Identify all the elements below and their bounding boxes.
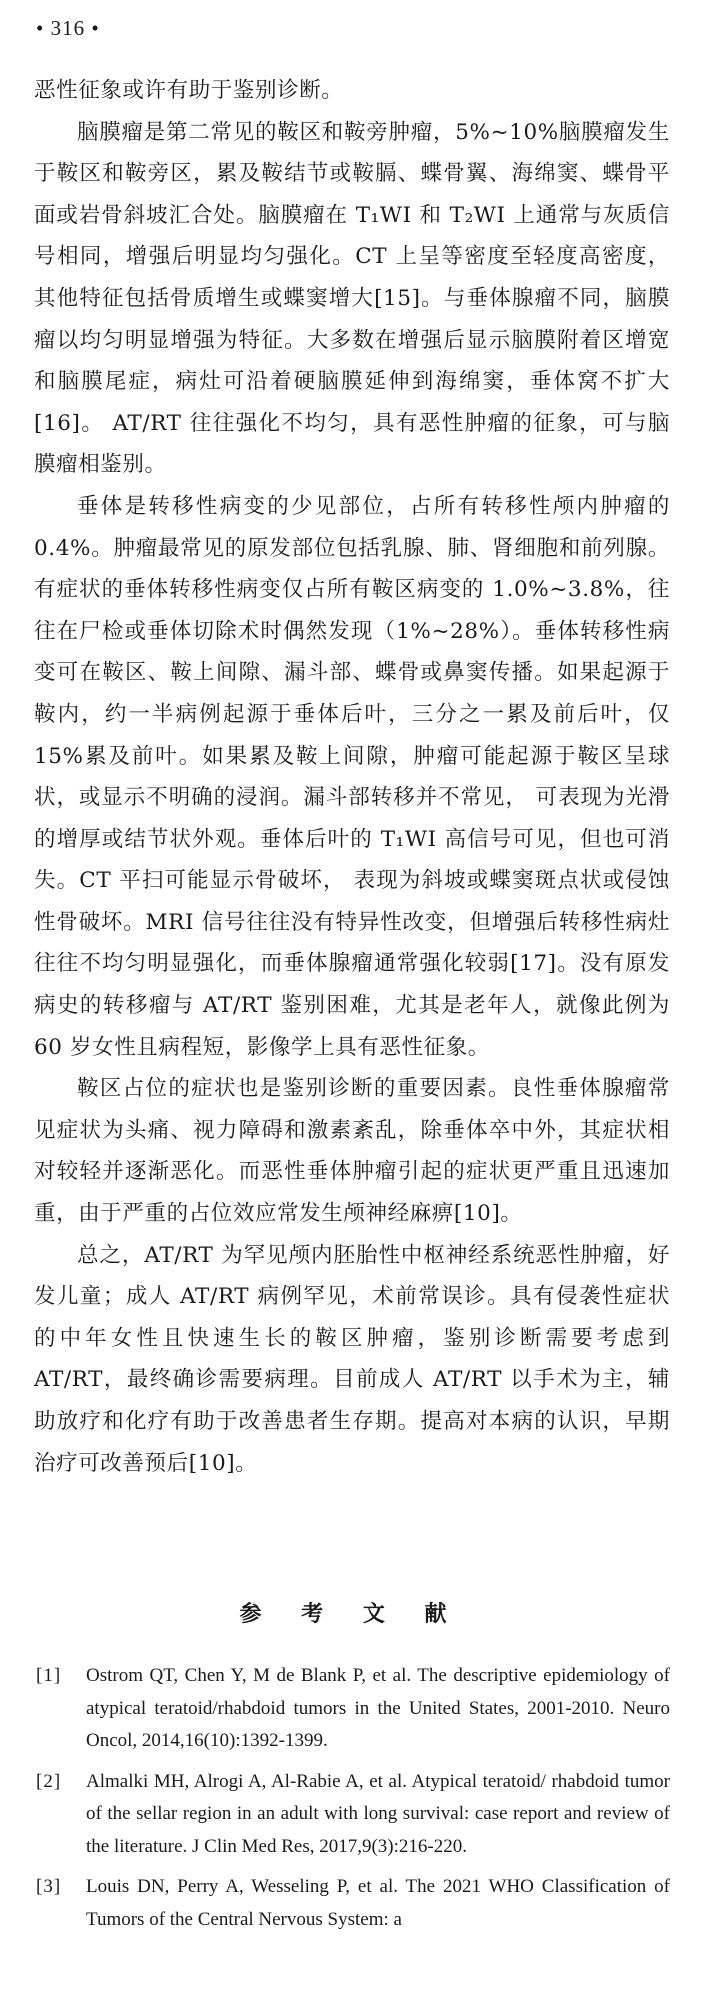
reference-item	[36, 1660, 670, 1758]
reference-text: Louis DN, Perry A, Wesseling P, et al. The 2021 WHO Classification of Tumors of the Central Nervous System: a	[86, 1876, 670, 1930]
reference-number: [3]	[36, 1876, 62, 1897]
page-number: • 316 •	[36, 16, 100, 40]
paragraph: 垂体是转移性病变的少见部位，占所有转移性颅内肿瘤的 0.4%。肿瘤最常见的原发部位包括乳腺、肺、肾细胞和前列腺。有症状的垂体转移性病变仅占所有鞍区病变的 1.0%~3.8%，往往在尸检或垂体切除术时偶然发现（1%~28%）。垂体转移性病变可在鞍区、鞍上间隙、漏斗部、蝶骨或鼻窦传播。如果起源于鞍内，约一半病例起源于垂体后叶，三分之一累及前后叶，仅 15%累及前叶。如果累及鞍上间隙，肿瘤可能起源于鞍区呈球状，或显示不明确的浸润。漏斗部转移并不常见， 可表现为光滑的增厚或结节状外观。垂体后叶的 T₁WI 高信号可见，但也可消失。CT 平扫可能显示骨破坏， 表现为斜坡或蝶窦斑点状或侵蚀性骨破坏。MRI 信号往往没有特异性改变，但增强后转移性病灶往往不均匀明显强化，而垂体腺瘤通常强化较弱[17]。没有原发病史的转移瘤与 AT/RT 鉴别困难，尤其是老年人，就像此例为 60 岁女性且病程短，影像学上具有恶性征象。	[34, 493, 670, 1060]
reference-text: Almalki MH, Alrogi A, Al-Rabie A, et al. Atypical teratoid/ rhabdoid tumor of the sellar region in an adult with long survival: case report and review of the literature. J Clin Med Res, 2017,9(3):216-220.	[86, 1770, 670, 1857]
paragraph: 总之，AT/RT 为罕见颅内胚胎性中枢神经系统恶性肿瘤，好发儿童；成人 AT/RT 病例罕见，术前常误诊。具有侵袭性症状的中年女性且快速生长的鞍区肿瘤，鉴别诊断需要考虑到 AT/RT，最终确诊需要病理。目前成人 AT/RT 以手术为主，辅助放疗和化疗有助于改善患者生存期。提高对本病的认识，早期治疗可改善预后[10]。	[34, 1242, 670, 1476]
reference-number: [1]	[36, 1665, 62, 1686]
reference-item	[36, 1871, 670, 1936]
references-list	[36, 1660, 670, 1944]
body-text	[34, 70, 670, 1484]
paragraph: 恶性征象或许有助于鉴别诊断。	[34, 78, 344, 103]
references-heading: 参 考 文 献	[239, 1602, 463, 1627]
paragraph: 脑膜瘤是第二常见的鞍区和鞍旁肿瘤，5%~10%脑膜瘤发生于鞍区和鞍旁区，累及鞍结节或鞍膈、蝶骨翼、海绵窦、蝶骨平面或岩骨斜坡汇合处。脑膜瘤在 T₁WI 和 T₂WI 上通常与灰质信号相同，增强后明显均匀强化。CT 上呈等密度至轻度高密度，其他特征包括骨质增生或蝶窦增大[15]。与垂体腺瘤不同，脑膜瘤以均匀明显增强为特征。大多数在增强后显示脑膜附着区增宽和脑膜尾症，病灶可沿着硬脑膜延伸到海绵窦，垂体窝不扩大[16]。 AT/RT 往往强化不均匀，具有恶性肿瘤的征象，可与脑膜瘤相鉴别。	[34, 119, 670, 478]
reference-number: [2]	[36, 1770, 62, 1792]
reference-item	[36, 1766, 670, 1864]
paragraph: 鞍区占位的症状也是鉴别诊断的重要因素。良性垂体腺瘤常见症状为头痛、视力障碍和激素紊乱，除垂体卒中外，其症状相对较轻并逐渐恶化。而恶性垂体肿瘤引起的症状更严重且迅速加重，由于严重的占位效应常发生颅神经麻痹[10]。	[34, 1076, 670, 1227]
reference-text: Ostrom QT, Chen Y, M de Blank P, et al. The descriptive epidemiology of atypical teratoid/rhabdoid tumors in the United States, 2001-2010. Neuro Oncol, 2014,16(10):1392-1399.	[86, 1665, 670, 1751]
